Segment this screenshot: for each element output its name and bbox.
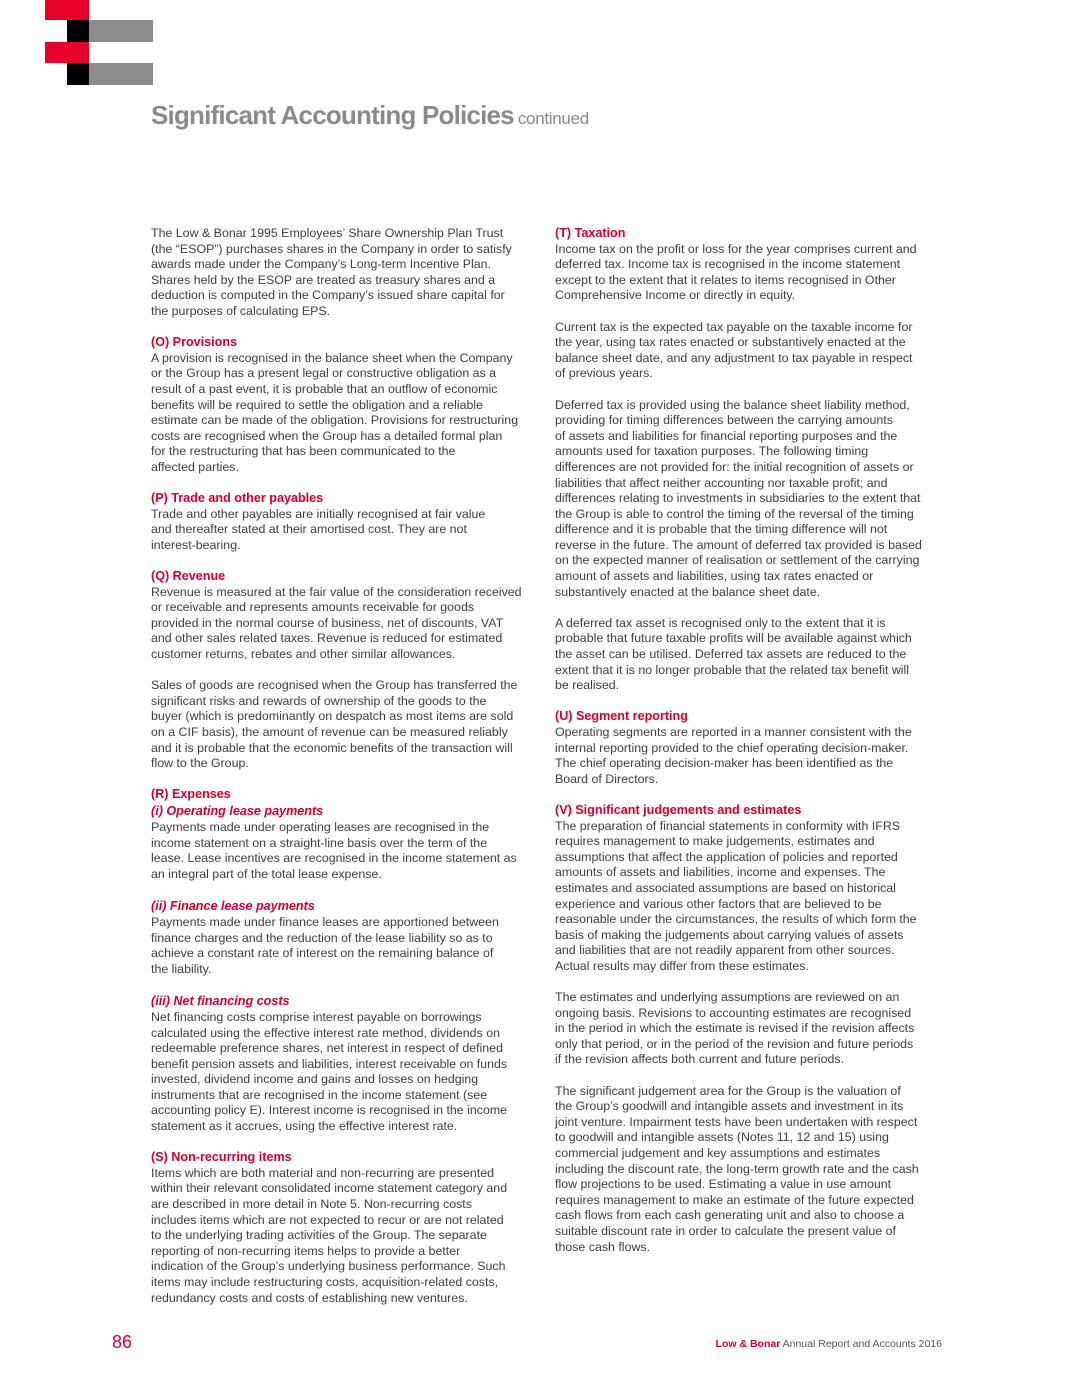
- section-heading-segment: (U) Segment reporting: [555, 709, 688, 724]
- taxation-paragraph-3: Deferred tax is provided using the balance sheet liability method, providing for timing differences between the carrying amounts of assets and liabilities for financial reporting purposes and the amounts used for taxation purposes. The following timing differences are not provided for: the initial recognition of assets or liabilities that affect neither accounting nor taxable profit; and differences relating to investments in subsidiaries to the extent that the Group is able to control the timing of the reversal of the timing difference and it is probable that the timing difference will not reverse in the future. The amount of deferred tax provided is based on the expected manner of realisation or settlement of the carrying amount of assets and liabilities, using tax rates enacted or substantively enacted at the balance sheet date.: [555, 397, 922, 599]
- taxation-paragraph-1: Income tax on the profit or loss for the year comprises current and deferred tax. Income tax is recognised in the income statement except to the extent that it relates to items recognised in Other Comprehensive Income or directly in equity.: [555, 241, 917, 303]
- section-heading-payables: (P) Trade and other payables: [151, 491, 324, 506]
- taxation-paragraph-2: Current tax is the expected tax payable on the taxable income for the year, using tax rates enacted or substantively enacted at the balance sheet date, and any adjustment to tax payable in respect of previous years.: [555, 319, 913, 381]
- section-heading-expenses: (R) Expenses: [151, 787, 231, 802]
- section-heading-revenue: (Q) Revenue: [151, 569, 226, 584]
- page-title: [151, 100, 589, 131]
- left-column: [151, 226, 541, 1322]
- section-heading-non-recurring: (S) Non-recurring items: [151, 1150, 292, 1165]
- taxation-paragraph-4: A deferred tax asset is recognised only to the extent that it is probable that future taxable profits will be available against which the asset can be utilised. Deferred tax assets are reduced to the extent that it is no longer probable that the related tax benefit will be realised.: [555, 615, 912, 693]
- page-number: 86: [112, 1332, 133, 1352]
- section-heading-taxation: (T) Taxation: [555, 226, 626, 240]
- footer-report-name: Annual Report and Accounts 2016: [780, 1338, 942, 1350]
- segment-paragraph: Operating segments are reported in a manner consistent with the internal reporting provided to the chief operating decision-maker. The chief operating decision-maker has been identified as the Board of Directors.: [555, 725, 912, 786]
- esop-paragraph: The Low & Bonar 1995 Employees’ Share Ownership Plan Trust (the “ESOP”) purchases shares in the Company in order to satisfy awards made under the Company’s Long-term Incentive Plan. Shares held by the ESOP are treated as treasury shares and a deduction is computed in the Company’s issued share capital for the purposes of calculating EPS.: [151, 226, 512, 318]
- judgements-paragraph-1: The preparation of financial statements in conformity with IFRS requires management to make judgements, estimates and assumptions that affect the application of policies and reported amounts of assets and liabilities, income and expenses. The estimates and associated assumptions are based on historical experience and various other factors that are believed to be reasonable under the circumstances, the results of which form the basis of making the judgements about carrying values of assets and liabilities that are not readily apparent from other sources. Actual results may differ from these estimates.: [555, 818, 917, 973]
- judgements-paragraph-3: The significant judgement area for the Group is the valuation of the Group’s goodwill and intangible assets and investment in its joint venture. Impairment tests have been undertaken with respect to goodwill and intangible assets (Notes 11, 12 and 15) using commercial judgement and key assumptions and estimates including the discount rate, the long-term growth rate and the cash flow projections to be used. Estimating a value in use amount requires management to make an estimate of the future expected cash flows from each cash generating unit and also to choose a suitable discount rate in order to calculate the present value of those cash flows.: [555, 1083, 919, 1254]
- provisions-paragraph: A provision is recognised in the balance sheet when the Company or the Group has a present legal or constructive obligation as a result of a past event, it is probable that an outflow of economic benefits will be required to settle the obligation and a reliable estimate can be made of the obligation. Provisions for restructuring costs are recognised when the Group has a detailed formal plan for the restructuring that has been communicated to the affected parties.: [151, 350, 519, 474]
- operating-lease-paragraph: Payments made under operating leases are recognised in the income statement on a straight-line basis over the term of the lease. Lease incentives are recognised in the income statement as an integral part of the total lease expense.: [151, 819, 517, 881]
- section-heading-provisions: (O) Provisions: [151, 335, 238, 350]
- net-financing-paragraph: Net financing costs comprise interest payable on borrowings calculated using the effective interest rate method, dividends on redeemable preference shares, net interest in respect of defined benefit pension assets and liabilities, interest receivable on funds invested, dividend income and gains and losses on hedging instruments that are recognised in the income statement (see accounting policy E). Interest income is recognised in the income statement as it accrues, using the effective interest rate.: [151, 1009, 508, 1134]
- page-title-text: Significant Accounting Policies: [151, 100, 514, 130]
- page-title-suffix: continued: [517, 109, 589, 128]
- right-column: [555, 226, 945, 1271]
- company-logo-mark: [45, 0, 153, 90]
- judgements-paragraph-2: The estimates and underlying assumptions are reviewed on an ongoing basis. Revisions to accounting estimates are recognised in the period in which the estimate is revised if the revision affects only that period, or in the period of the revision and future periods if the revision affects both current and future periods.: [555, 990, 915, 1067]
- section-heading-judgements: (V) Significant judgements and estimates: [555, 802, 802, 817]
- footer-brand: Low & Bonar: [715, 1338, 781, 1350]
- footer-report-title: [716, 1338, 942, 1350]
- subheading-finance-lease: (ii) Finance lease payments: [151, 898, 315, 913]
- subheading-net-financing: (iii) Net financing costs: [151, 993, 290, 1008]
- revenue-paragraph-1: Revenue is measured at the fair value of the consideration received or receivable and represents amounts receivable for goods provided in the normal course of business, net of discounts, VAT and other sales related taxes. Revenue is reduced for estimated customer returns, rebates and other similar allowances.: [151, 584, 522, 662]
- non-recurring-paragraph: Items which are both material and non-recurring are presented within their relevant consolidated income statement category and are described in more detail in Note 5. Non-recurring costs includes items which are not expected to recur or are not related to the underlying trading activities of the Group. The separate reporting of non-recurring items helps to provide a better indication of the Group’s underlying business performance. Such items may include restructuring costs, acquisition-related costs, redundancy costs and costs of establishing new ventures.: [151, 1165, 508, 1305]
- revenue-paragraph-2: Sales of goods are recognised when the Group has transferred the significant risks and rewards of ownership of the goods to the buyer (which is predominantly on despatch as most items are sold on a CIF basis), the amount of revenue can be measured reliably and it is probable that the economic benefits of the transaction will flow to the Group.: [151, 678, 518, 771]
- subheading-operating-lease: (i) Operating lease payments: [151, 803, 324, 818]
- finance-lease-paragraph: Payments made under finance leases are apportioned between finance charges and the reduction of the lease liability so as to achieve a constant rate of interest on the remaining balance of the liability.: [151, 914, 499, 976]
- payables-paragraph: Trade and other payables are initially recognised at fair value and thereafter stated at their amortised cost. They are not interest-bearing.: [151, 506, 486, 552]
